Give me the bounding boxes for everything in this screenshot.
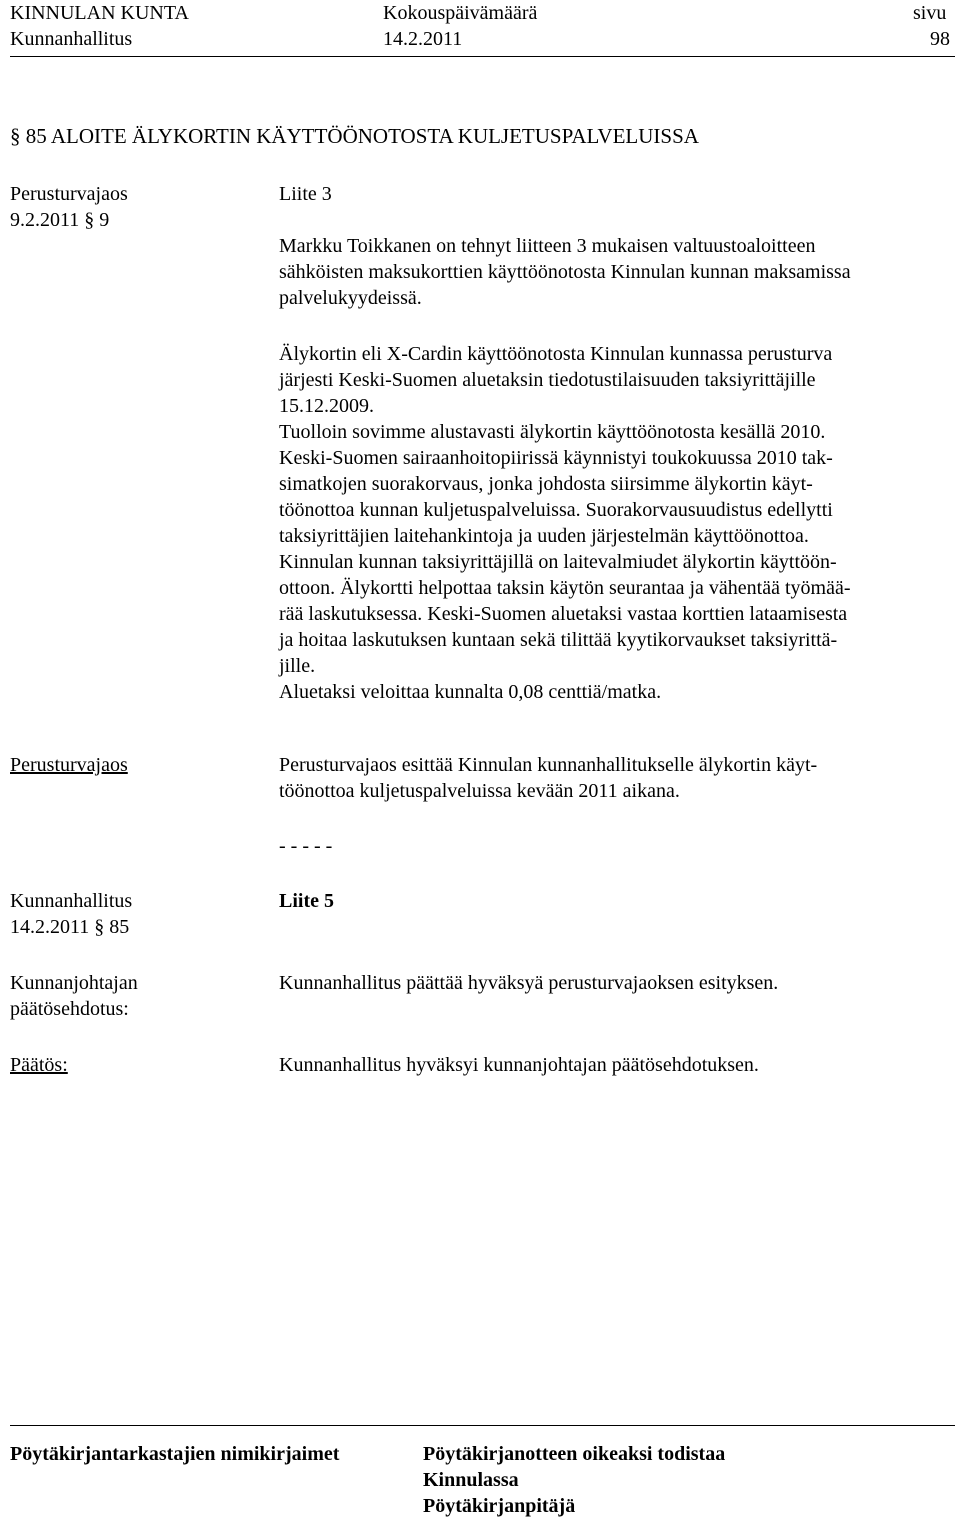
paragraph-line: Keski-Suomen sairaanhoitopiirissä käynnistyi toukokuussa 2010 tak- xyxy=(279,447,833,469)
paragraph-line: Tuolloin sovimme alustavasti älykortin käyttöönotosta kesällä 2010. xyxy=(279,421,826,443)
meeting-date-label: Kokouspäivämäärä xyxy=(383,2,538,24)
proposal-label-line-1: Kunnanjohtajan xyxy=(10,972,138,994)
page-number: 98 xyxy=(930,28,950,50)
paragraph-line: töönottoa kuljetuspalveluissa kevään 2011 aikana. xyxy=(279,780,680,802)
paragraph-line: sähköisten maksukorttien käyttöönotosta Kinnulan kunnan maksamissa xyxy=(279,261,851,283)
paragraph-line: palvelukyydeissä. xyxy=(279,287,422,309)
footer-initials: Pöytäkirjantarkastajien nimikirjaimet xyxy=(10,1443,340,1465)
org-name: KINNULAN KUNTA xyxy=(10,2,189,24)
board-proposal: Kunnanhallitus päättää hyväksyä perusturvajaoksen esityksen. xyxy=(279,972,779,994)
prep-attachment: Liite 3 xyxy=(279,183,332,205)
footer-certification: Pöytäkirjanotteen oikeaksi todistaa xyxy=(423,1443,726,1465)
paragraph-line: Perusturvajaos esittää Kinnulan kunnanhallitukselle älykortin käyt- xyxy=(279,754,818,776)
board-attachment: Liite 5 xyxy=(279,890,334,912)
header-date: 14.2.2011 xyxy=(383,28,463,50)
paragraph-line: ottoon. Älykortti helpottaa taksin käytön seurantaa ja vähentää työmää- xyxy=(279,577,851,599)
paragraph-line: 15.12.2009. xyxy=(279,395,374,417)
footer-rule xyxy=(10,1425,955,1426)
board-body: Kunnanhallitus xyxy=(10,890,133,912)
paragraph-line: rää laskutuksessa. Keski-Suomen aluetaksi vastaa korttien lataamisesta xyxy=(279,603,848,625)
paragraph-line: Aluetaksi veloittaa kunnalta 0,08 centtiä/matka. xyxy=(279,681,662,703)
footer-recorder: Pöytäkirjanpitäjä xyxy=(423,1495,576,1517)
prep-paragraph-1 xyxy=(279,233,959,311)
section-separator: - - - - - xyxy=(279,835,333,857)
paragraph-line: Älykortin eli X-Cardin käyttöönotosta Kinnulan kunnassa perusturva xyxy=(279,343,833,365)
paragraph-line: taksiyrittäjien laitehankintoja ja uuden järjestelmän käyttöönottoa. xyxy=(279,525,809,547)
proposal-label-line-2: päätösehdotus: xyxy=(10,998,129,1020)
paragraph-line: jille. xyxy=(279,655,316,677)
header-body: Kunnanhallitus xyxy=(10,28,133,50)
prep-date: 9.2.2011 § 9 xyxy=(10,209,110,231)
paragraph-line: Markku Toikkanen on tehnyt liitteen 3 mukaisen valtuustoaloitteen xyxy=(279,235,816,257)
header-rule xyxy=(10,56,955,57)
prep-paragraph-2 xyxy=(279,341,959,705)
section-title: § 85 ALOITE ÄLYKORTIN KÄYTTÖÖNOTOSTA KULJETUSPALVELUISSA xyxy=(10,124,699,148)
decision-label: Päätös: xyxy=(10,1054,68,1076)
paragraph-line: töönottoa kunnan kuljetuspalveluissa. Suorakorvausuudistus edellytti xyxy=(279,499,833,521)
paragraph-line: simatkojen suorakorvaus, jonka johdosta siirsimme älykortin käyt- xyxy=(279,473,813,495)
paragraph-line: ja hoitaa laskutuksen kuntaan sekä tilittää kyytikorvaukset taksiyrittä- xyxy=(279,629,838,651)
prep-proposal xyxy=(279,752,959,804)
paragraph-line: järjesti Keski-Suomen aluetaksin tiedotustilaisuuden taksiyrittäjille xyxy=(279,369,816,391)
prep-proposal-label: Perusturvajaos xyxy=(10,754,128,776)
footer-place: Kinnulassa xyxy=(423,1469,519,1491)
prep-body: Perusturvajaos xyxy=(10,183,128,205)
board-decision: Kunnanhallitus hyväksyi kunnanjohtajan päätösehdotuksen. xyxy=(279,1054,759,1076)
paragraph-line: Kinnulan kunnan taksiyrittäjillä on laitevalmiudet älykortin käyttöön- xyxy=(279,551,837,573)
page-label: sivu xyxy=(913,2,947,24)
board-date: 14.2.2011 § 85 xyxy=(10,916,130,938)
